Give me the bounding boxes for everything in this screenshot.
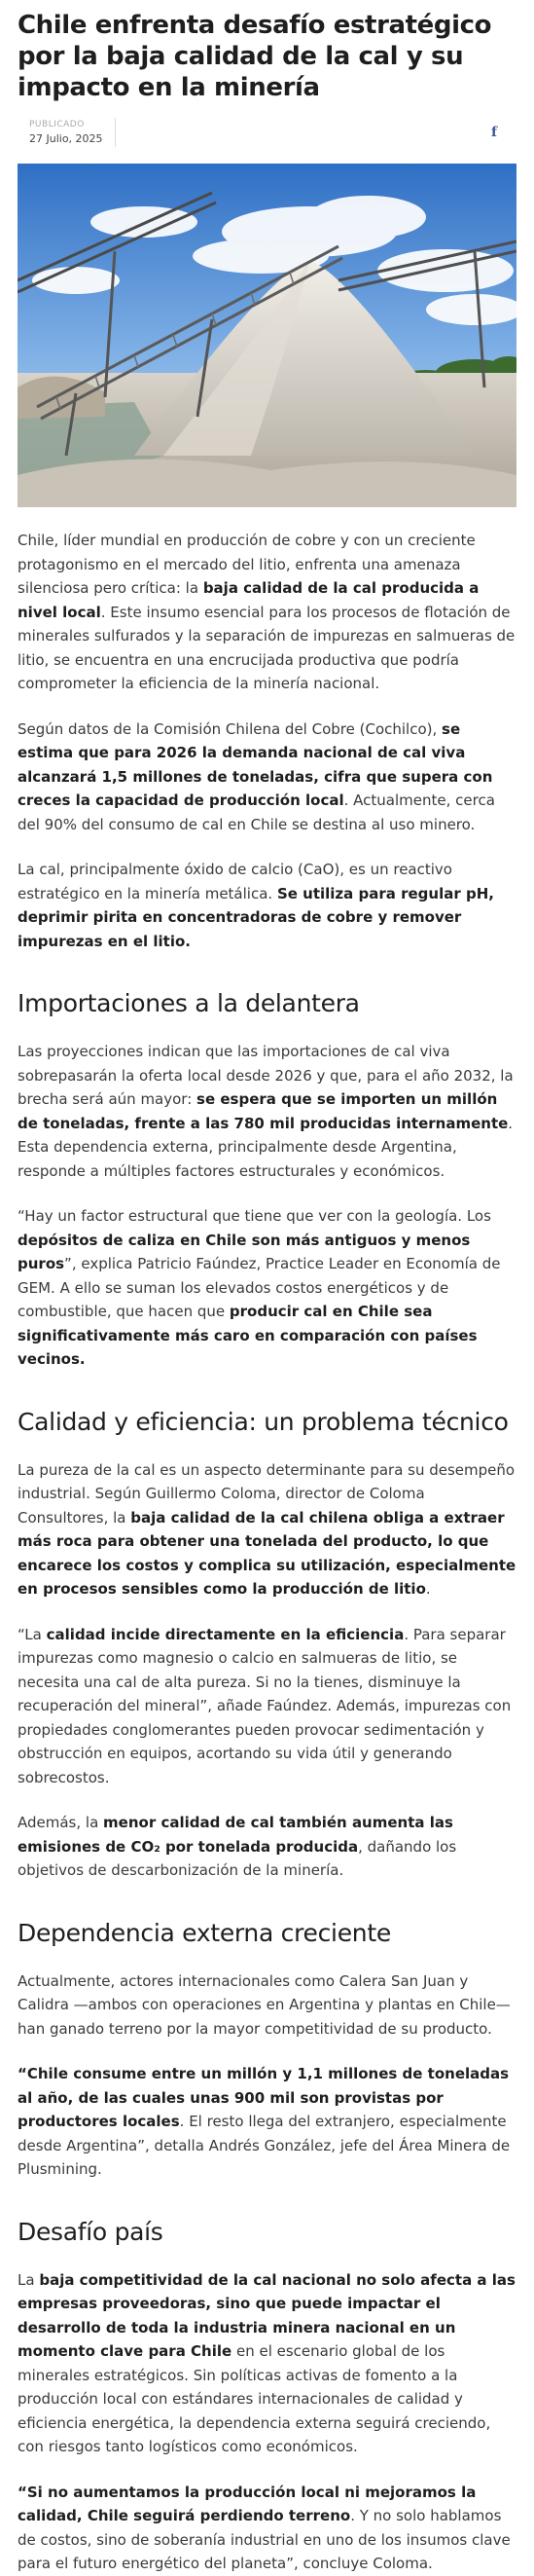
bold-text: “Chile consume entre un millón y 1,1 millones de toneladas al año, de las cuales unas 900 mil son provistas por productores locales — [18, 2065, 510, 2130]
text-run: . Actualmente, cerca del 90% del consumo de cal en Chile se destina al uso minero. — [18, 791, 495, 833]
bold-text: producir cal en Chile sea significativamente más caro en comparación con países vecinos. — [18, 1303, 478, 1368]
text-run: La cal, principalmente óxido de calcio (CaO), es un reactivo estratégico en la minería metálica. — [18, 861, 452, 902]
text-run: “La — [18, 1625, 47, 1643]
bold-text: depósitos de caliza en Chile son más antiguos y menos puros — [18, 1231, 471, 1272]
text-run: . Para separar impurezas como magnesio o calcio en salmueras de litio, se necesita una cal de alta pureza. Si no la tienes, disminuye la recuperación del mineral”, añade Faúndez. Además, impurezas con propiedades conglomerantes pueden provocar sedimentación y obstrucción en equipos, acortando su vida útil y generando sobrecostos. — [18, 1625, 512, 1786]
text-run: . — [425, 1580, 431, 1598]
text-run: ”, explica Patricio Faúndez, Practice Leader en Economía de GEM. A ello se suman los elevados costos energéticos y de combustible, que hacen que — [18, 1255, 501, 1320]
bold-text: se estima que para 2026 la demanda nacional de cal viva alcanzará 1,5 millones de toneladas, cifra que supera con creces la capacidad de producción local — [18, 719, 493, 809]
article-meta — [18, 109, 516, 156]
text-run: Además, la — [18, 1814, 104, 1831]
section-heading: Desafío país — [18, 2217, 163, 2246]
body-paragraph — [18, 529, 516, 696]
published-label: PUBLICADO — [29, 120, 85, 129]
facebook-icon[interactable]: f — [490, 125, 497, 140]
body-paragraph — [18, 718, 516, 837]
bold-text: calidad incide directamente en la eficiencia — [46, 1625, 405, 1643]
published-block — [18, 118, 116, 147]
body-paragraph — [18, 2062, 516, 2182]
bold-text: Se utiliza para regular pH, deprimir pirita en concentradoras de cobre y remover impurezas en el litio. — [18, 884, 494, 950]
published-date: 27 Julio, 2025 — [29, 132, 103, 145]
text-run: . El resto llega del extranjero, especialmente desde Argentina”, detalla Andrés González, jefe del Área Minera de Plusmining. — [18, 2113, 511, 2178]
text-run: Chile, líder mundial en producción de cobre y con un creciente protagonismo en el mercado del litio, enfrenta una amenaza silenciosa pero crítica: la — [18, 532, 476, 597]
text-run: , dañando los objetivos de descarbonización de la minería. — [18, 1837, 457, 1879]
body-paragraph — [18, 1204, 516, 1372]
article-title: Chile enfrenta desafío estratégico por la baja calidad de la cal y su impacto en la minería — [18, 11, 492, 102]
body-paragraph — [18, 1969, 516, 2042]
section-heading: Importaciones a la delantera — [18, 989, 360, 1017]
text-run: . Este insumo esencial para los procesos de flotación de minerales sulfurados y la separación de impurezas en salmueras de litio, se encuentra en una encrucijada productiva que podría comprometer la eficiencia de la minería nacional. — [18, 603, 516, 692]
body-paragraph — [18, 2268, 516, 2459]
text-run: La — [18, 2270, 40, 2289]
body-paragraph — [18, 1811, 516, 1883]
body-paragraph — [18, 1458, 516, 1601]
bold-text: baja competitividad de la cal nacional no solo afecta a las empresas proveedoras, sino que puede impactar el desarrollo de toda la industria minera nacional en un momento clave para Chile — [18, 2270, 516, 2360]
body-paragraph — [18, 1623, 516, 1790]
text-run: Actualmente, actores internacionales como Calera San Juan y Calidra —ambos con operaciones en Argentina y plantas en Chile— han ganado terreno por la mayor competitividad de su producto. — [18, 1971, 511, 2038]
bold-text: menor calidad de cal también aumenta las emisiones de CO₂ por tonelada producida — [18, 1814, 453, 1856]
hero-image — [18, 164, 516, 507]
section-heading: Calidad y eficiencia: un problema técnico — [18, 1407, 509, 1436]
text-run: La pureza de la cal es un aspecto determinante para su desempeño industrial. Según Guillermo Coloma, director de Coloma Consultores, la — [18, 1460, 516, 1527]
bold-text: baja calidad de la cal chilena obliga a extraer más roca para obtener una tonelada del producto, lo que encarece los costos y complica su utilización, especialmente en procesos sensibles como la producción de litio — [18, 1508, 516, 1598]
section-heading: Dependencia externa creciente — [18, 1918, 391, 1947]
text-run: “Hay un factor estructural que tiene que ver con la geología. Los — [18, 1207, 491, 1225]
article-body — [18, 529, 516, 2576]
text-run: Según datos de la Comisión Chilena del Cobre (Cochilco), — [18, 719, 443, 738]
bold-text: se espera que se importen un millón de toneladas, frente a las 780 mil producidas internamente — [18, 1090, 509, 1132]
bold-text: “Si no aumentamos la producción local ni mejoramos la calidad, Chile seguirá perdiendo terreno — [18, 2483, 477, 2524]
body-paragraph — [18, 858, 516, 953]
text-run: . Esta dependencia externa, principalmente desde Argentina, responde a múltiples factores estructurales y económicos. — [18, 1114, 514, 1180]
text-run: en el escenario global de los minerales estratégicos. Sin políticas activas de fomento a la producción local con estándares internacionales de calidad y eficiencia energética, la dependencia externa seguirá creciendo, con riesgos tanto logísticos como económicos. — [18, 2342, 491, 2455]
text-run: . Y no solo hablamos de costos, sino de soberanía industrial en uno de los insumos clave para el futuro energético del planeta”, concluye Coloma. — [18, 2507, 511, 2572]
body-paragraph — [18, 1040, 516, 1183]
body-paragraph — [18, 2481, 516, 2576]
bold-text: baja calidad de la cal producida a nivel local — [18, 579, 480, 621]
text-run: Las proyecciones indican que las importaciones de cal viva sobrepasarán la oferta local desde 2026 y que, para el año 2032, la brecha será aún mayor: — [18, 1043, 514, 1108]
